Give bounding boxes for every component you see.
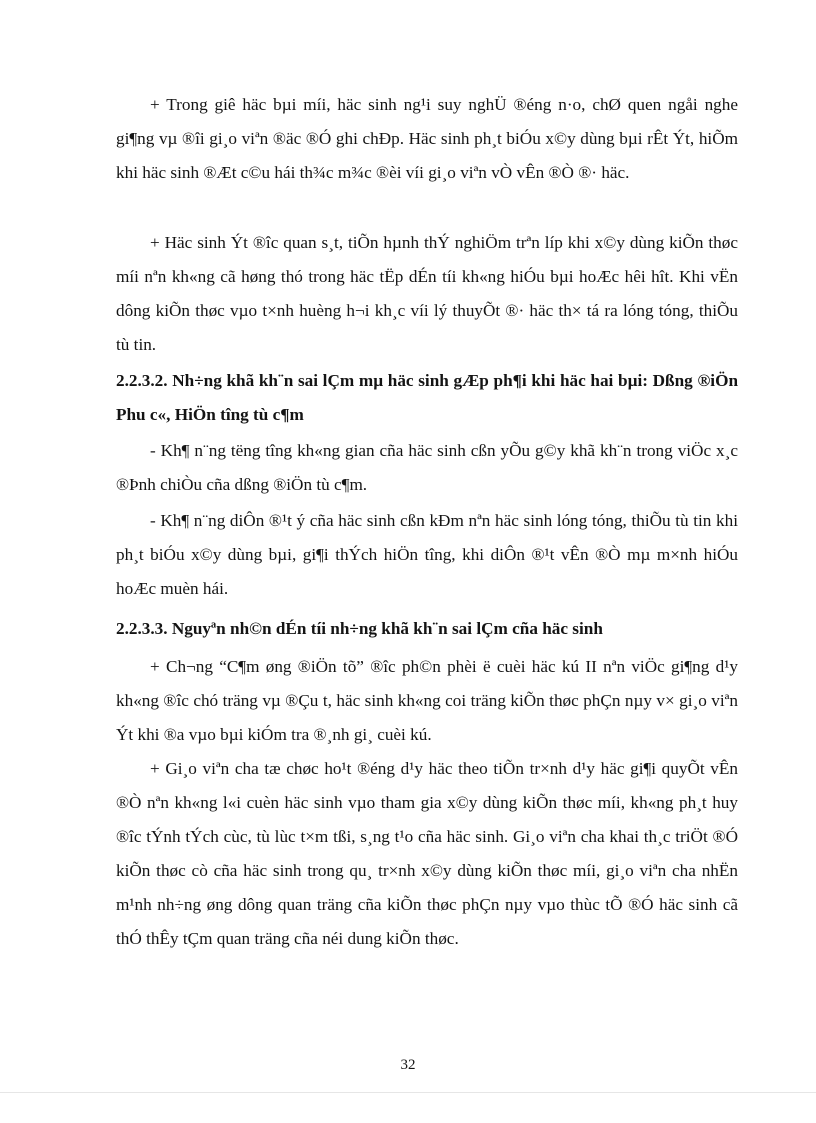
paragraph-lesson-habits: + Trong giê häc bµi míi, häc sinh ng¹i suy nghÜ ®éng n·o, chØ quen ngåi nghe gi¶ng vµ ®îi gi¸o viªn ®äc ®Ó ghi chÐp. Häc sinh ph¸t biÓu x©y dùng bµi rÊt Ýt, hiÕm khi häc sinh ®Æt c©u hái th¾c m¾c ®èi víi gi¸o viªn vÒ vÊn ®Ò ®· häc. <box>116 95 738 182</box>
section-heading-2-2-3-2: 2.2.3.2. Nh÷ng khã kh¨n sai lÇm mµ häc sinh gÆp ph¶i khi häc hai bµi: Dßng ®iÖn Phu c«, HiÖn tîng tù c¶m <box>116 371 738 424</box>
paragraph-observation: + Häc sinh Ýt ®îc quan s¸t, tiÕn hµnh thÝ nghiÖm trªn líp khi x©y dùng kiÕn thøc míi nªn kh«ng cã høng thó trong häc tËp dÉn tíi kh«ng hiÓu bµi hoÆc hêi hît. Khi vËn dông kiÕn thøc vµo t×nh huèng h¬i kh¸c víi lý thuyÕt ®· häc th× tá ra lóng tóng, thiÕu tù tin. <box>116 233 738 354</box>
bottom-divider <box>0 1092 816 1093</box>
paragraph-teacher-organization: + Gi¸o viªn cha tæ chøc ho¹t ®éng d¹y häc theo tiÕn tr×nh d¹y häc gi¶i quyÕt vÊn ®Ò nªn kh«ng l«i cuèn häc sinh vµo tham gia x©y dùng kiÕn thøc míi, kh«ng ph¸t huy ®îc tÝnh tÝch cùc, tù lùc t×m tßi, s¸ng t¹o cña häc sinh. Gi¸o viªn cha khai th¸c triÖt ®Ó kiÕn thøc cò cña häc sinh trong qu¸ tr×nh x©y dùng kiÕn thøc míi, gi¸o viªn cha nhËn m¹nh nh÷ng øng dông quan träng cña kiÕn thøc phÇn nµy vµo thùc tÕ ®Ó häc sinh cã thÓ thÊy tÇm quan träng cña néi dung kiÕn thøc. <box>116 759 738 948</box>
section-heading-2-2-3-3: 2.2.3.3. Nguyªn nh©n dÉn tíi nh÷ng khã kh¨n sai lÇm cña häc sinh <box>116 619 603 638</box>
page-number: 32 <box>400 1057 416 1073</box>
paragraph-expression: - Kh¶ n¨ng diÔn ®¹t ý cña häc sinh cßn kÐm nªn häc sinh lóng tóng, thiÕu tù tin khi ph¸t biÓu x©y dùng bµi, gi¶i thÝch hiÖn tîng, khi diÔn ®¹t vÊn ®Ò mµ m×nh hiÓu hoÆc muèn hái. <box>116 511 738 598</box>
paragraph-chapter-schedule: + Ch¬ng “C¶m øng ®iÖn tõ” ®îc ph©n phèi ë cuèi häc kú II nªn viÖc gi¶ng d¹y kh«ng ®îc chó träng vµ ®Çu t, häc sinh kh«ng coi träng kiÕn thøc phÇn nµy v× gi¸o viªn Ýt khi ®a vµo bµi kiÓm tra ®¸nh gi¸ cuèi kú. <box>116 657 738 744</box>
paragraph-spatial-imagination: - Kh¶ n¨ng tëng tîng kh«ng gian cña häc sinh cßn yÕu g©y khã kh¨n trong viÖc x¸c ®Þnh chiÒu cña dßng ®iÖn tù c¶m. <box>116 441 738 494</box>
